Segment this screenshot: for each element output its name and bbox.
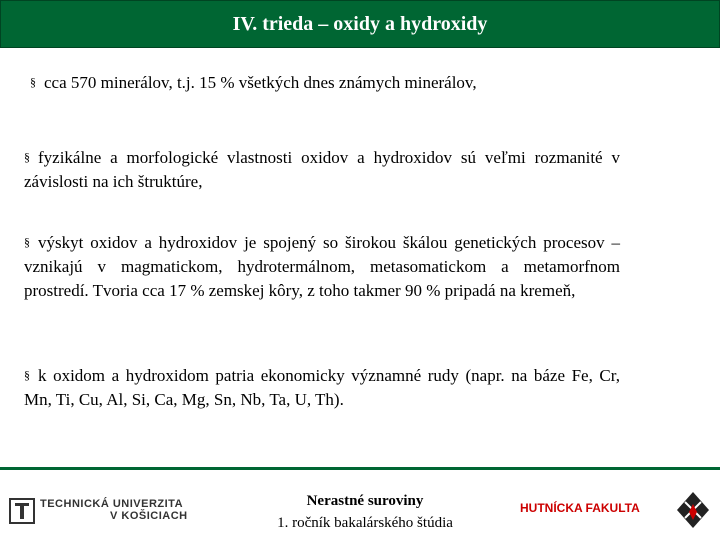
university-name xyxy=(40,498,188,522)
bullet-text: výskyt oxidov a hydroxidov je spojený so širokou škálou genetických procesov – vznikajú v magmatickom, hydrotermálnom, metasomatickom a metamorfnom prostredí. Tvoria cca 17 % zemskej kôry, z toho takmer 90 % pripadá na kremeň, xyxy=(24,233,620,300)
bullet-item xyxy=(24,70,620,95)
course-info xyxy=(250,490,480,534)
course-title: Nerastné suroviny xyxy=(306,493,424,509)
bullet-marker-icon: § xyxy=(24,368,30,382)
faculty-logo-icon xyxy=(675,490,711,530)
bullet-marker-icon: § xyxy=(24,235,30,249)
faculty-name: HUTNÍCKA FAKULTA xyxy=(520,501,640,515)
course-subtitle: 1. ročník bakalárského štúdia xyxy=(277,515,453,531)
bullet-text: k oxidom a hydroxidom patria ekonomicky významné rudy (napr. na báze Fe, Cr, Mn, Ti, Cu, Al, Si, Ca, Mg, Sn, Nb, Ta, U, Th). xyxy=(24,366,620,409)
slide-header xyxy=(0,0,720,48)
university-logo-icon xyxy=(8,497,36,525)
bullet-marker-icon: § xyxy=(30,75,36,89)
bullet-text: cca 570 minerálov, t.j. 15 % všetkých dnes známych minerálov, xyxy=(44,73,477,92)
university-name-line2: V KOŠICIACH xyxy=(110,510,188,522)
slide-title: IV. trieda – oxidy a hydroxidy xyxy=(232,12,488,35)
bullet-item xyxy=(24,230,620,303)
slide-footer xyxy=(0,467,720,543)
bullet-item xyxy=(24,145,620,194)
bullet-text: fyzikálne a morfologické vlastnosti oxidov a hydroxidov sú veľmi rozmanité v závislosti na ich štruktúre, xyxy=(24,148,620,191)
bullet-item xyxy=(24,363,620,412)
bullet-marker-icon: § xyxy=(24,150,30,164)
university-name-line1: TECHNICKÁ UNIVERZITA xyxy=(40,498,184,510)
